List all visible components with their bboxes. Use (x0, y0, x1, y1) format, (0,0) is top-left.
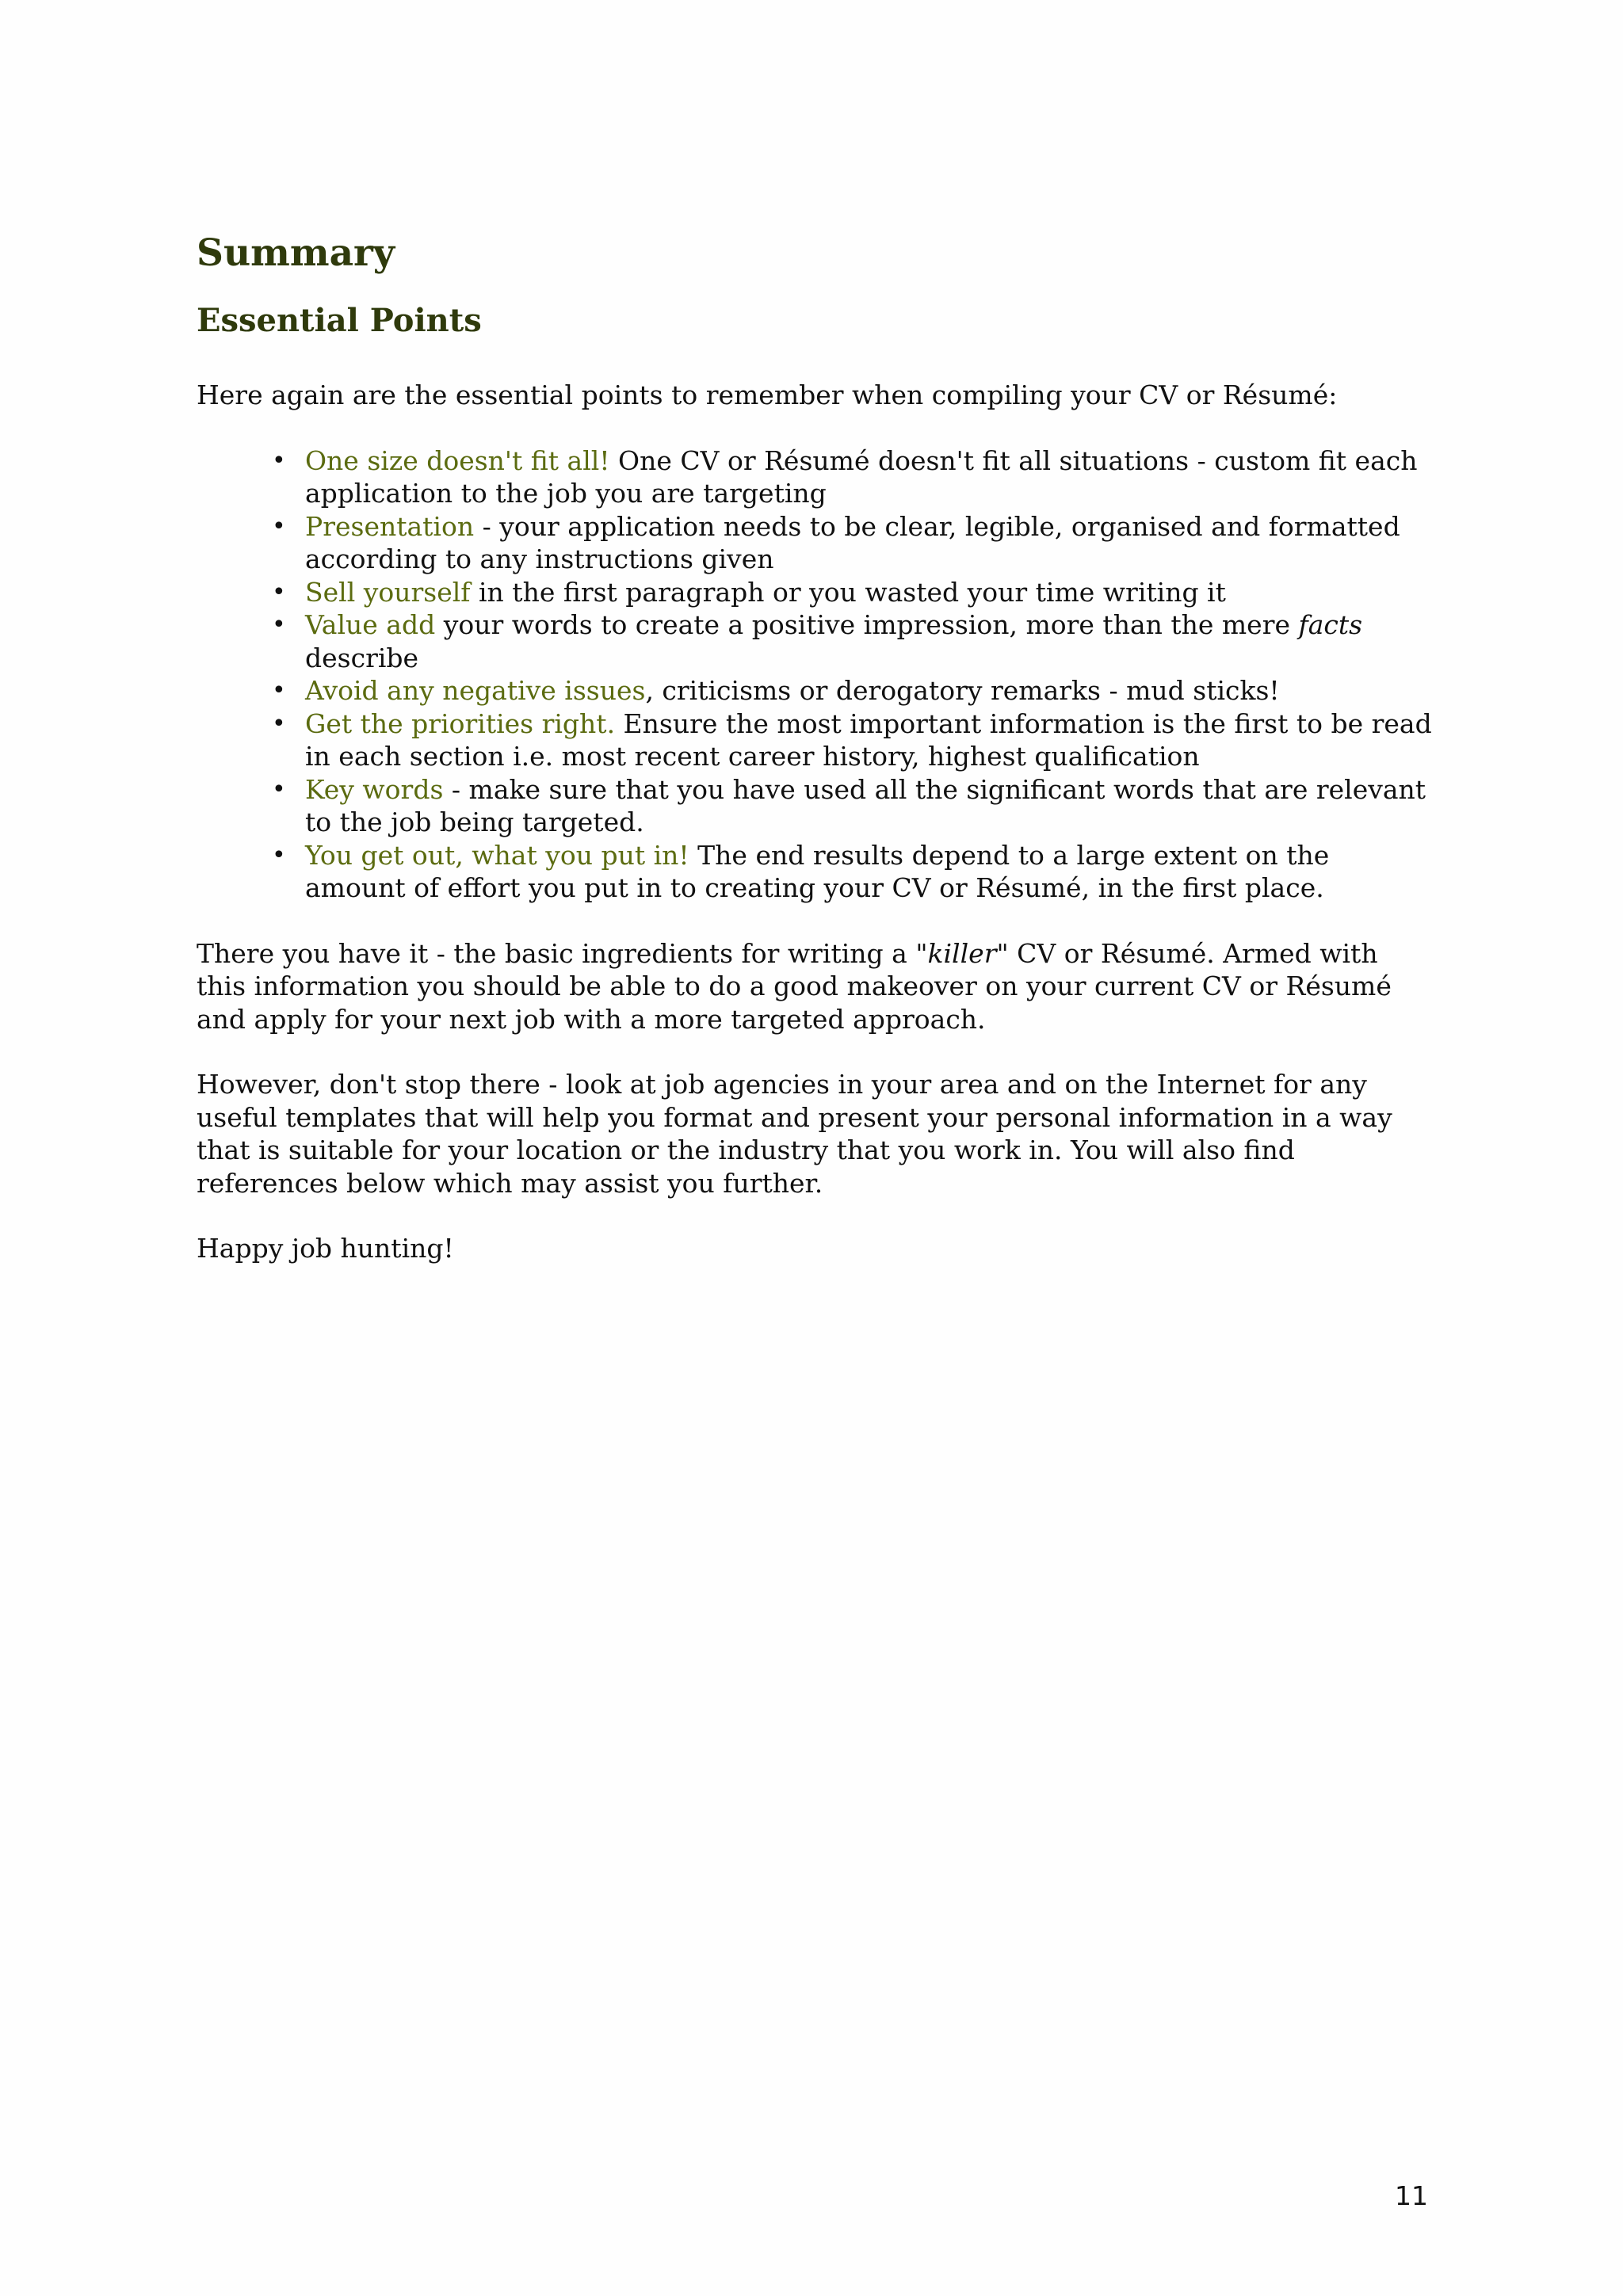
point-highlight: One size doesn't fit all! (305, 444, 610, 476)
point-text: - make sure that you have used all the significant words that are relevant to the job being targeted. (305, 773, 1426, 837)
point-highlight: Sell yourself (305, 576, 471, 608)
paragraph-job-agencies: However, don't stop there - look at job agencies in your area and on the Internet for any useful templates that will help you format and present your personal information in a way that is suitable for your location or the industry that you work in. You will also find references below which may assist you further. (197, 1069, 1392, 1199)
intro-paragraph: Here again are the essential points to remember when compiling your CV or Résumé: (197, 379, 1338, 410)
list-item (272, 608, 1433, 674)
point-text-end: describe (305, 642, 419, 673)
point-highlight: Value add (305, 609, 436, 640)
point-text: your words to create a positive impression, more than the mere (435, 609, 1299, 640)
point-text: in the first paragraph or you wasted your time writing it (470, 576, 1226, 608)
bullet-icon: • (272, 775, 286, 803)
point-text: One CV or Résumé doesn't fit all situations - custom fit each application to the job you are targeting (305, 444, 1418, 509)
page-number: 11 (1395, 2180, 1428, 2211)
point-highlight: Key words (305, 773, 444, 805)
point-text: , criticisms or derogatory remarks - mud sticks! (645, 675, 1280, 706)
point-highlight: Presentation (305, 510, 475, 542)
page-content (197, 223, 1433, 1265)
essential-points-list (197, 444, 1433, 905)
paragraph-killer-cv (197, 937, 1433, 1036)
list-item (272, 839, 1433, 905)
list-item (272, 576, 1433, 609)
point-text: Ensure the most important information is the first to be read in each section i.e. most recent career history, highest qualification (305, 707, 1432, 772)
point-highlight: Avoid any negative issues (305, 675, 646, 706)
page-title: Summary (197, 231, 395, 275)
bullet-icon: • (272, 677, 286, 704)
list-item (272, 510, 1433, 576)
list-item (272, 444, 1433, 510)
list-item (272, 674, 1433, 707)
paragraph-text: There you have it - the basic ingredients for writing a (197, 937, 916, 969)
paragraph-italic: "killer" (915, 937, 1009, 969)
list-item (272, 707, 1433, 773)
bullet-icon: • (272, 611, 286, 639)
point-italic: facts (1298, 609, 1363, 640)
bullet-icon: • (272, 578, 286, 606)
point-text: The end results depend to a large extent on the amount of effort you put in to creating your CV or Résumé, in the first place. (305, 839, 1330, 903)
bullet-icon: • (272, 841, 286, 869)
bullet-icon: • (272, 446, 286, 475)
point-highlight: You get out, what you put in! (305, 839, 689, 871)
section-title: Essential Points (197, 302, 482, 339)
point-highlight: Get the priorities right. (305, 707, 616, 739)
bullet-icon: • (272, 512, 286, 540)
point-text: - your application needs to be clear, legible, organised and formatted according to any instructions given (305, 510, 1400, 574)
bullet-icon: • (272, 709, 286, 738)
paragraph-text-end: CV or Résumé. Armed with this information you should be able to do a good makeover on your current CV or Résumé and apply for your next job with a more targeted approach. (197, 937, 1392, 1035)
paragraph-closing: Happy job hunting! (197, 1233, 454, 1264)
list-item (272, 773, 1433, 839)
